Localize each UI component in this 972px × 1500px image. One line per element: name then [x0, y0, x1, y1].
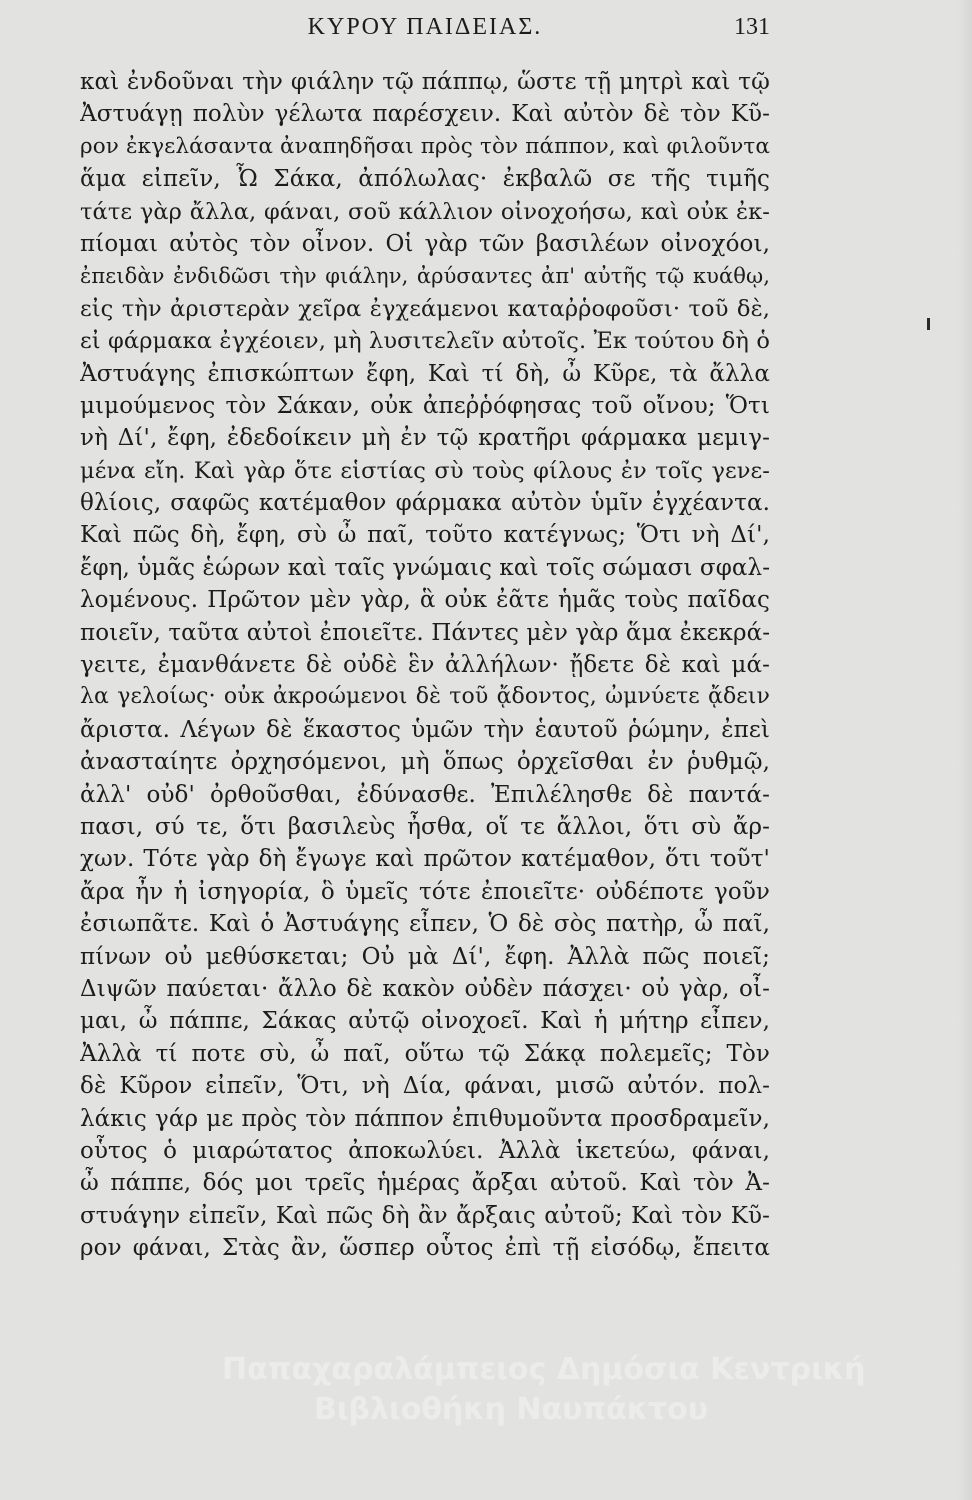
body-text	[80, 66, 770, 1264]
text-line: πασι, σύ τε, ὅτι βασιλεὺς ἦσθα, οἵ τε ἄλλοι, ὅτι σὺ ἄρ-	[80, 813, 770, 840]
text-line: καὶ ἐνδοῦναι τὴν φιάλην τῷ πάππῳ, ὥστε τῇ μητρὶ καὶ τῷ	[80, 69, 770, 95]
text-line: λα γελοίως· οὐκ ἀκροώμενοι δὲ τοῦ ᾄδοντος, ὠμνύετε ᾄδειν	[80, 684, 770, 710]
page-header	[80, 14, 770, 54]
text-line: χων. Τότε γὰρ δὴ ἔγωγε καὶ πρῶτον κατέμαθον, ὅτι τοῦτ'	[80, 846, 770, 873]
text-line: ἄρα ἦν ἡ ἰσηγορία, ὃ ὑμεῖς τότε ἐποιεῖτε· οὐδέποτε γοῦν	[80, 878, 770, 905]
text-line: λάκις γάρ με πρὸς τὸν πάππον ἐπιθυμοῦντα προσδραμεῖν,	[80, 1105, 770, 1132]
text-line: οὗτος ὁ μιαρώτατος ἀποκωλύει. Ἀλλὰ ἱκετεύω, φάναι,	[80, 1137, 770, 1164]
library-watermark	[222, 1350, 962, 1430]
text-line: Ἀστυάγῃ πολὺν γέλωτα παρέσχειν. Καὶ αὐτὸν δὲ τὸν Κῦ-	[80, 101, 770, 128]
text-line: πίομαι αὐτὸς τὸν οἶνον. Οἱ γὰρ τῶν βασιλέων οἰνοχόοι,	[80, 230, 770, 257]
text-line: ἄριστα. Λέγων δὲ ἕκαστος ὑμῶν τὴν ἑαυτοῦ ῥώμην, ἐπεὶ	[80, 716, 770, 743]
text-line: τάτε γὰρ ἄλλα, φάναι, σοῦ κάλλιον οἰνοχοήσω, καὶ οὐκ ἐκ-	[80, 198, 770, 225]
running-title: ΚΥΡΟΥ ΠΑΙΔΕΙΑΣ.	[307, 14, 543, 40]
text-line: εἰ φάρμακα ἐγχέοιεν, μὴ λυσιτελεῖν αὐτοῖς. Ἐκ τούτου δὴ ὁ	[80, 328, 770, 355]
watermark-line: Παπαχαραλάμπειος Δημόσια Κεντρική	[222, 1352, 866, 1387]
text-line: ρον φάναι, Στὰς ἂν, ὥσπερ οὗτος ἐπὶ τῇ εἰσόδῳ, ἔπειτα	[80, 1235, 770, 1262]
scan-edge-shadow	[958, 0, 972, 1500]
text-line: νὴ Δί', ἔφη, ἐδεδοίκειν μὴ ἐν τῷ κρατῆρι φάρμακα μεμιγ-	[80, 425, 770, 452]
text-line: ποιεῖν, ταῦτα αὐτοὶ ἐποιεῖτε. Πάντες μὲν γὰρ ἅμα ἐκεκρά-	[80, 619, 770, 646]
text-line: μιμούμενος τὸν Σάκαν, οὐκ ἀπεῤῥόφησας τοῦ οἴνου; Ὅτι	[80, 392, 770, 419]
text-line: ἐσιωπᾶτε. Καὶ ὁ Ἀστυάγης εἶπεν, Ὁ δὲ σὸς πατὴρ, ὦ παῖ,	[80, 911, 770, 938]
page-number: 131	[734, 14, 770, 40]
text-line: δὲ Κῦρον εἰπεῖν, Ὅτι, νὴ Δία, φάναι, μισῶ αὐτόν. πολ-	[80, 1073, 770, 1100]
text-line: ἀνασταίητε ὀρχησόμενοι, μὴ ὅπως ὀρχεῖσθαι ἐν ῥυθμῷ,	[80, 749, 770, 776]
text-line: πίνων οὐ μεθύσκεται; Οὐ μὰ Δί', ἔφη. Ἀλλὰ πῶς ποιεῖ;	[80, 943, 770, 970]
watermark-line: Βιβλιοθήκη Ναυπάκτου	[314, 1392, 709, 1427]
text-line: Ἀστυάγης ἐπισκώπτων ἔφη, Καὶ τί δὴ, ὦ Κῦρε, τὰ ἄλλα	[80, 360, 770, 387]
text-line: μένα εἴη. Καὶ γὰρ ὅτε εἱστίας σὺ τοὺς φίλους ἐν τοῖς γενε-	[80, 457, 770, 484]
text-line: ἅμα εἰπεῖν, Ὦ Σάκα, ἀπόλωλας· ἐκβαλῶ σε τῆς τιμῆς	[80, 166, 770, 193]
text-line: ὦ πάππε, δός μοι τρεῖς ἡμέρας ἄρξαι αὐτοῦ. Καὶ τὸν Ἀ-	[80, 1170, 770, 1197]
text-line: ἐπειδὰν ἐνδιδῶσι τὴν φιάλην, ἀρύσαντες ἀπ' αὐτῆς τῷ κυάθῳ,	[80, 264, 770, 289]
text-line: μαι, ὦ πάππε, Σάκας αὐτῷ οἰνοχοεῖ. Καὶ ἡ μήτηρ εἶπεν,	[80, 1008, 770, 1035]
margin-mark	[927, 318, 930, 330]
text-line: εἰς τὴν ἀριστερὰν χεῖρα ἐγχεάμενοι καταῤῥοφοῦσι· τοῦ δὲ,	[80, 295, 770, 322]
text-line: θλίοις, σαφῶς κατέμαθον φάρμακα αὐτὸν ὑμῖν ἐγχέαντα.	[80, 490, 770, 517]
text-line: ἀλλ' οὐδ' ὀρθοῦσθαι, ἐδύνασθε. Ἐπιλέλησθε δὲ παντά-	[80, 781, 770, 808]
text-line: Καὶ πῶς δὴ, ἔφη, σὺ ὦ παῖ, τοῦτο κατέγνως; Ὅτι νὴ Δί',	[80, 522, 770, 549]
text-line: Ἀλλὰ τί ποτε σὺ, ὦ παῖ, οὕτω τῷ Σάκᾳ πολεμεῖς; Τὸν	[80, 1040, 770, 1067]
text-line: στυάγην εἰπεῖν, Καὶ πῶς δὴ ἂν ἄρξαις αὐτοῦ; Καὶ τὸν Κῦ-	[80, 1202, 770, 1229]
text-line: ρον ἐκγελάσαντα ἀναπηδῆσαι πρὸς τὸν πάππον, καὶ φιλοῦντα	[80, 133, 770, 159]
text-line: γειτε, ἐμανθάνετε δὲ οὐδὲ ἓν ἀλλήλων· ᾔδετε δὲ καὶ μά-	[80, 652, 770, 679]
text-line: ἔφη, ὑμᾶς ἑώρων καὶ ταῖς γνώμαις καὶ τοῖς σώμασι σφαλ-	[80, 554, 770, 581]
text-line: λομένους. Πρῶτον μὲν γὰρ, ἃ οὐκ ἐᾶτε ἡμᾶς τοὺς παῖδας	[80, 587, 770, 614]
text-line: Διψῶν παύεται· ἄλλο δὲ κακὸν οὐδὲν πάσχει· οὐ γὰρ, οἶ-	[80, 975, 770, 1002]
